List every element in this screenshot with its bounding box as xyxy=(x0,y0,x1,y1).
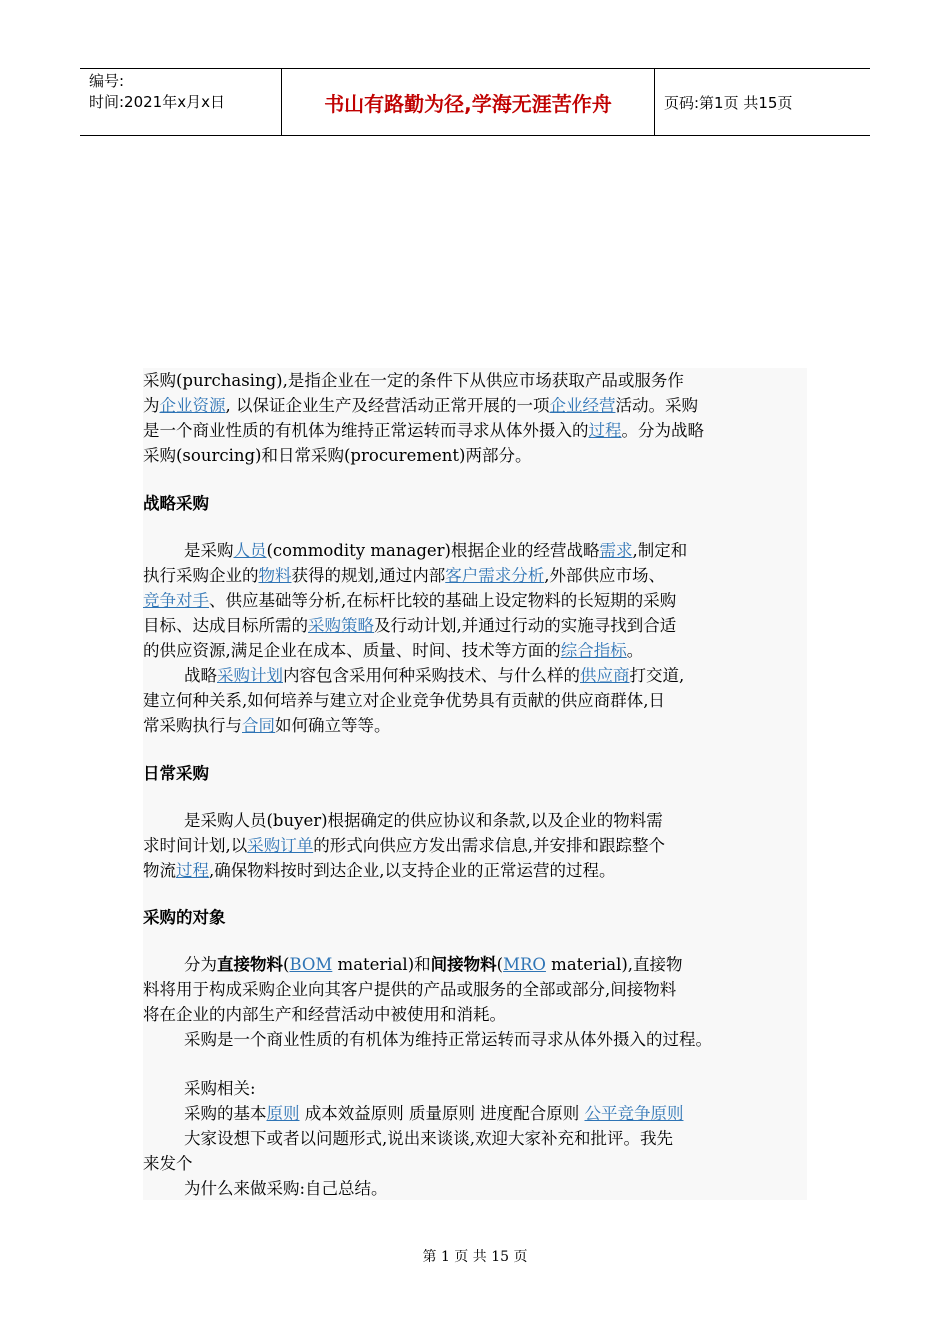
strategic-p1-line-3: 竞争对手、供应基础等分析,在标杆比较的基础上设定物料的长短期的采购 xyxy=(143,591,677,610)
heading-strategic-purchasing: 战略采购 xyxy=(143,494,209,513)
intro-line-4: 采购(sourcing)和日常采购(procurement)两部分。 xyxy=(143,446,532,465)
header-motto: 书山有路勤为径,学海无涯苦作舟 xyxy=(281,69,655,135)
header-table xyxy=(80,68,870,136)
intro-line-2: 为企业资源, 以保证企业生产及经营活动正常开展的一项企业经营活动。采购 xyxy=(143,396,698,415)
daily-line-1: 是采购人员(buyer)根据确定的供应协议和条款,以及企业的物料需 xyxy=(184,811,663,830)
header-left-cell xyxy=(80,69,281,135)
link-materials[interactable]: 物料 xyxy=(258,566,292,585)
link-process[interactable]: 过程 xyxy=(588,421,622,440)
link-supplier[interactable]: 供应商 xyxy=(580,666,630,685)
daily-line-2: 求时间计划,以采购订单的形式向供应方发出需求信息,并安排和跟踪整个 xyxy=(143,836,665,855)
link-purchase-order[interactable]: 采购订单 xyxy=(247,836,314,855)
link-personnel[interactable]: 人员 xyxy=(233,541,267,560)
page-footer: 第 1 页 共 15 页 xyxy=(422,1249,528,1265)
link-mro[interactable]: MRO xyxy=(503,955,546,974)
link-customer-demand-analysis[interactable]: 客户需求分析 xyxy=(445,566,545,585)
link-purchasing-plan[interactable]: 采购计划 xyxy=(217,666,283,685)
heading-purchasing-objects: 采购的对象 xyxy=(143,908,226,927)
related-line-3: 大家设想下或者以问题形式,说出来谈谈,欢迎大家补充和批评。我先 xyxy=(184,1129,673,1148)
intro-line-3: 是一个商业性质的有机体为维持正常运转而寻求从体外摄入的过程。分为战略 xyxy=(143,421,704,440)
link-demand[interactable]: 需求 xyxy=(599,541,633,560)
strategic-p2-line-1: 战略采购计划内容包含采用何种采购技术、与什么样的供应商打交道, xyxy=(184,666,685,685)
document-body xyxy=(143,368,807,1200)
link-comprehensive-indicators[interactable]: 综合指标 xyxy=(560,641,627,660)
strategic-p1-line-4: 目标、达成目标所需的采购策略及行动计划,并通过行动的实施寻找到合适 xyxy=(143,616,677,635)
link-bom[interactable]: BOM xyxy=(289,955,333,974)
strategic-p2-line-2: 建立何种关系,如何培养与建立对企业竞争优势具有贡献的供应商群体,日 xyxy=(143,691,665,710)
strategic-p1-line-1: 是采购人员(commodity manager)根据企业的经营战略需求,制定和 xyxy=(184,541,688,560)
strategic-p2-line-3: 常采购执行与合同如何确立等等。 xyxy=(143,716,391,735)
objects-p1-line-1: 分为直接物料(BOM material)和间接物料(MRO material),直接物 xyxy=(184,955,683,974)
link-principles[interactable]: 原则 xyxy=(266,1104,300,1123)
daily-line-3: 物流过程,确保物料按时到达企业,以支持企业的正常运营的过程。 xyxy=(143,861,616,880)
link-competitors[interactable]: 竞争对手 xyxy=(143,591,209,610)
intro-line-1: 采购(purchasing),是指企业在一定的条件下从供应市场获取产品或服务作 xyxy=(143,371,684,390)
objects-p2: 采购是一个商业性质的有机体为维持正常运转而寻求从体外摄入的过程。 xyxy=(184,1030,712,1049)
link-purchasing-strategy[interactable]: 采购策略 xyxy=(308,616,374,635)
objects-p1-line-2: 料将用于构成采购企业向其客户提供的产品或服务的全部或部分,间接物料 xyxy=(143,980,677,999)
strategic-p1-line-2: 执行采购企业的物料获得的规划,通过内部客户需求分析,外部供应市场、 xyxy=(143,566,665,585)
time-label: 时间:2021年x月x日 xyxy=(89,93,225,111)
heading-daily-purchasing: 日常采购 xyxy=(143,764,209,783)
related-line-4: 来发个 xyxy=(143,1154,193,1173)
header-page-label: 页码:第1页 共15页 xyxy=(664,93,793,112)
link-process-2[interactable]: 过程 xyxy=(176,861,209,880)
link-enterprise-operation[interactable]: 企业经营 xyxy=(549,396,616,415)
related-line-2: 采购的基本原则 成本效益原则 质量原则 进度配合原则 公平竞争原则 xyxy=(184,1104,684,1123)
related-line-5: 为什么来做采购:自己总结。 xyxy=(184,1179,388,1198)
number-label: 编号: xyxy=(89,72,125,90)
related-line-1: 采购相关: xyxy=(184,1079,256,1098)
objects-p1-line-3: 将在企业的内部生产和经营活动中被使用和消耗。 xyxy=(143,1005,506,1024)
strategic-p1-line-5: 的供应资源,满足企业在成本、质量、时间、技术等方面的综合指标。 xyxy=(143,641,644,660)
link-contract[interactable]: 合同 xyxy=(242,716,275,735)
link-fair-competition-principle[interactable]: 公平竞争原则 xyxy=(584,1104,684,1123)
link-enterprise-resources[interactable]: 企业资源 xyxy=(159,396,226,415)
